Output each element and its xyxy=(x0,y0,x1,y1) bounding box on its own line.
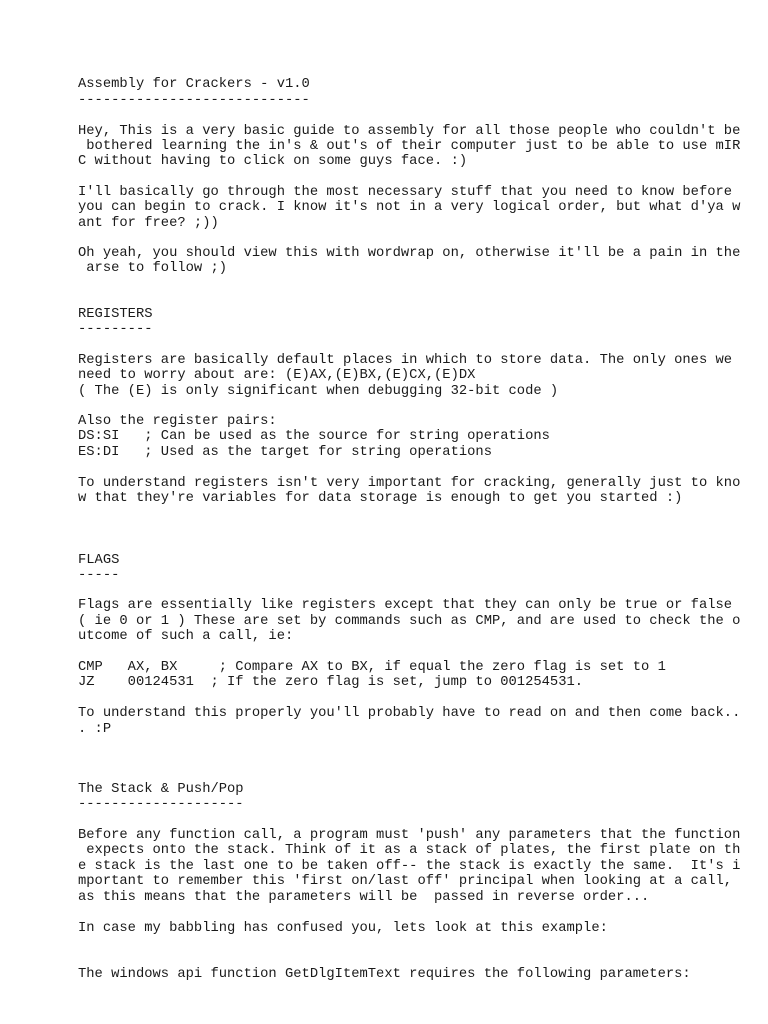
intro-line: I'll basically go through the most necessary stuff that you need to know before xyxy=(78,185,733,200)
intro-line: bothered learning the in's & out's of their computer just to be able to use mIR xyxy=(78,139,741,154)
stack-api-line: The windows api function GetDlgItemText requires the following parameters: xyxy=(78,967,691,982)
intro-line: Hey, This is a very basic guide to assembly for all those people who couldn't be xyxy=(78,124,741,139)
register-pairs-line: Also the register pairs: xyxy=(78,414,277,429)
flags-closing-line: To understand this properly you'll probably have to read on and then come back.. xyxy=(78,706,741,721)
stack-body-line: e stack is the last one to be taken off-- the stack is exactly the same. It's i xyxy=(78,859,741,874)
stack-body-line: Before any function call, a program must 'push' any parameters that the function xyxy=(78,828,741,843)
section-underline: --------- xyxy=(78,322,153,337)
document-title: Assembly for Crackers - v1.0 xyxy=(78,77,310,92)
intro-line: ant for free? ;)) xyxy=(78,216,219,231)
registers-closing-line: w that they're variables for data storage is enough to get you started :) xyxy=(78,491,683,506)
register-pairs-line: DS:SI ; Can be used as the source for string operations xyxy=(78,429,550,444)
section-heading-flags: FLAGS xyxy=(78,553,120,568)
intro-line: Oh yeah, you should view this with wordwrap on, otherwise it'll be a pain in the xyxy=(78,246,741,261)
section-underline: -------------------- xyxy=(78,797,244,812)
intro-line: arse to follow ;) xyxy=(78,261,228,276)
flags-closing-line: . :P xyxy=(78,722,112,737)
flags-code-line: JZ 00124531 ; If the zero flag is set, jump to 001254531. xyxy=(78,675,584,690)
registers-body-line: Registers are basically default places in which to store data. The only ones we xyxy=(78,353,733,368)
stack-body-line: as this means that the parameters will be passed in reverse order... xyxy=(78,890,650,905)
stack-body-line: mportant to remember this 'first on/last off' principal when looking at a call, xyxy=(78,874,733,889)
register-pairs-line: ES:DI ; Used as the target for string operations xyxy=(78,445,492,460)
registers-body-line: need to worry about are: (E)AX,(E)BX,(E)CX,(E)DX xyxy=(78,368,476,383)
stack-example-intro: In case my babbling has confused you, lets look at this example: xyxy=(78,921,608,936)
section-heading-stack: The Stack & Push/Pop xyxy=(78,782,244,797)
stack-body-line: expects onto the stack. Think of it as a stack of plates, the first plate on th xyxy=(78,843,741,858)
registers-body-line: ( The (E) is only significant when debugging 32-bit code ) xyxy=(78,384,559,399)
flags-code-line: CMP AX, BX ; Compare AX to BX, if equal the zero flag is set to 1 xyxy=(78,660,666,675)
flags-body-line: utcome of such a call, ie: xyxy=(78,629,294,644)
section-heading-registers: REGISTERS xyxy=(78,307,153,322)
flags-body-line: ( ie 0 or 1 ) These are set by commands such as CMP, and are used to check the o xyxy=(78,614,741,629)
title-underline: ---------------------------- xyxy=(78,93,310,108)
registers-closing-line: To understand registers isn't very important for cracking, generally just to kno xyxy=(78,476,741,491)
flags-body-line: Flags are essentially like registers except that they can only be true or false xyxy=(78,598,733,613)
section-underline: ----- xyxy=(78,568,120,583)
intro-line: C without having to click on some guys face. :) xyxy=(78,154,468,169)
intro-line: you can begin to crack. I know it's not in a very logical order, but what d'ya w xyxy=(78,200,741,215)
